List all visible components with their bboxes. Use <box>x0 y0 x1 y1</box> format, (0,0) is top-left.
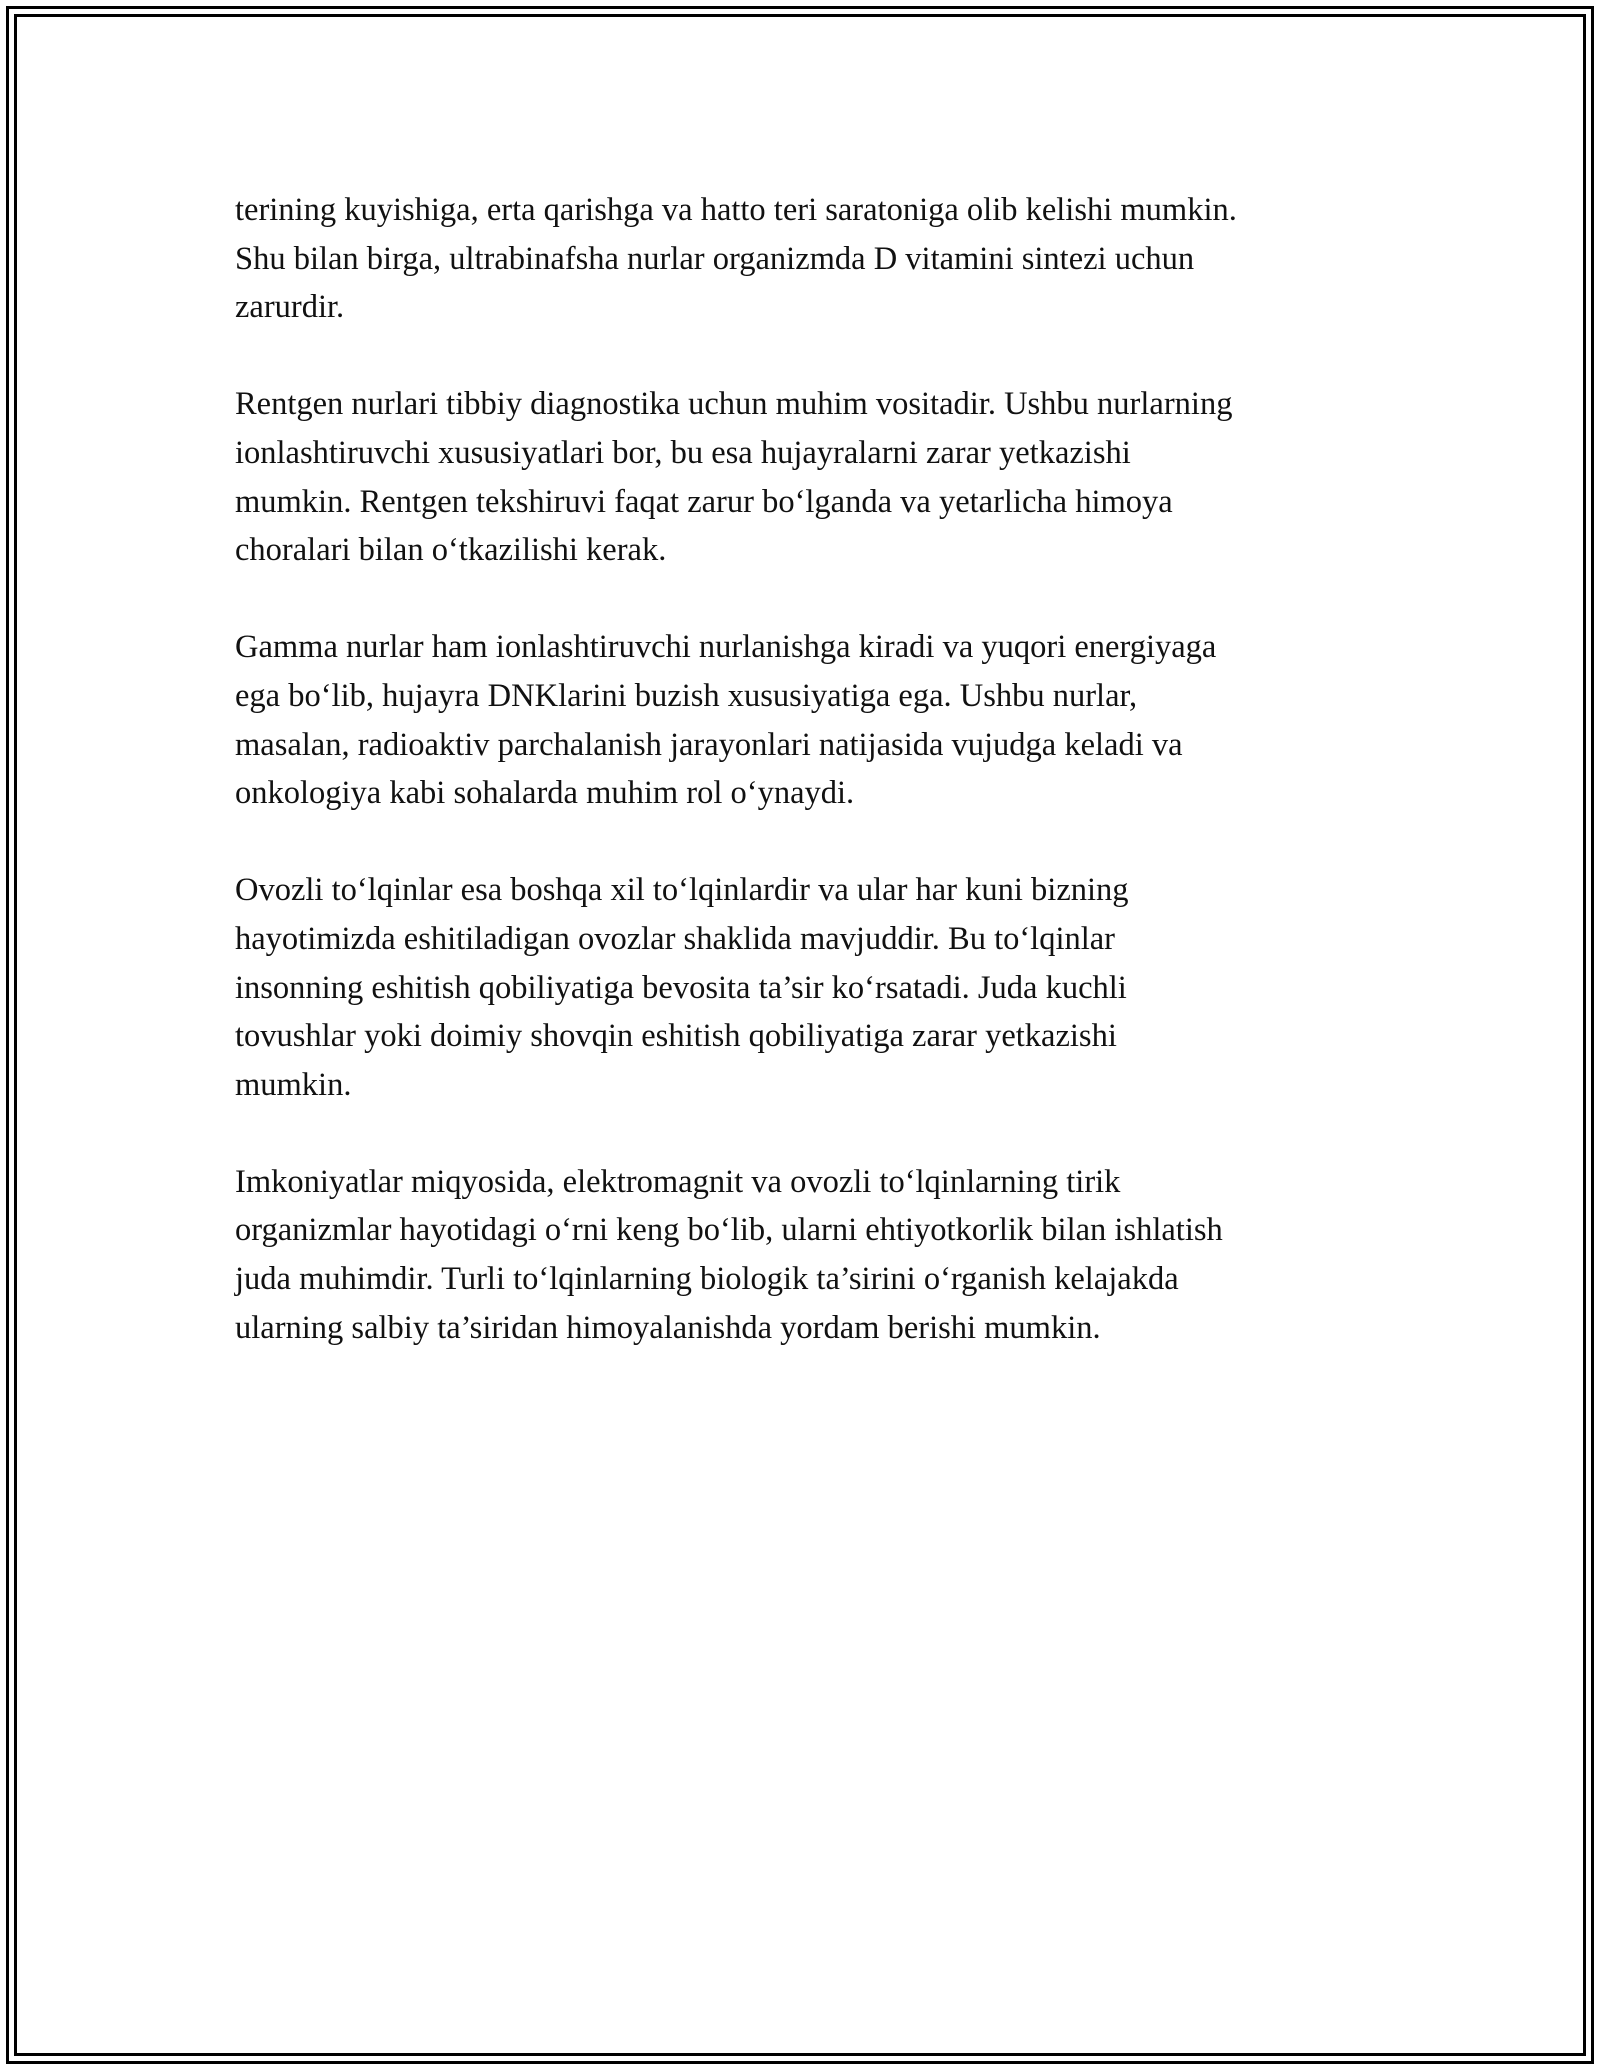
text-line: Gamma nurlar ham ionlashtiruvchi nurlanishga kiradi va yuqori energiyaga <box>235 629 1217 666</box>
text-line: tovushlar yoki doimiy shovqin eshitish qobiliyatiga zarar yetkazishi <box>235 1018 1117 1055</box>
text-line: Ovozli to‘lqinlar esa boshqa xil to‘lqinlardir va ular har kuni bizning <box>235 872 1129 909</box>
text-line: zarurdir. <box>235 289 345 326</box>
text-line: ega bo‘lib, hujayra DNKlarini buzish xususiyatiga ega. Ushbu nurlar, <box>235 677 1138 714</box>
paragraph-gamma <box>235 623 1380 817</box>
text-line: Imkoniyatlar miqyosida, elektromagnit va ovozli to‘lqinlarning tirik <box>235 1163 1121 1200</box>
text-line: Shu bilan birga, ultrabinafsha nurlar organizmda D vitamini sintezi uchun <box>235 240 1195 277</box>
text-line: onkologiya kabi sohalarda muhim rol o‘ynaydi. <box>235 775 855 812</box>
paragraph-sound-waves <box>235 866 1380 1109</box>
paragraph-uv-effects <box>235 186 1380 332</box>
text-line: terining kuyishiga, erta qarishga va hatto teri saratoniga olib kelishi mumkin. <box>235 192 1237 228</box>
text-line: hayotimizda eshitiladigan ovozlar shaklida mavjuddir. Bu to‘lqinlar <box>235 920 1116 957</box>
text-line: Rentgen nurlari tibbiy diagnostika uchun muhim vositadir. Ushbu nurlarning <box>235 386 1233 423</box>
text-line: mumkin. Rentgen tekshiruvi faqat zarur bo‘lganda va yetarlicha himoya <box>235 483 1173 520</box>
text-line: ularning salbiy ta’siridan himoyalanishda yordam berishi mumkin. <box>235 1309 1101 1346</box>
text-line: mumkin. <box>235 1066 352 1103</box>
paragraph-xray <box>235 380 1380 574</box>
text-line: ionlashtiruvchi xususiyatlari bor, bu esa hujayralarni zarar yetkazishi <box>235 434 1131 471</box>
text-line: insonning eshitish qobiliyatiga bevosita ta’sir ko‘rsatadi. Juda kuchli <box>235 969 1127 1006</box>
text-line: juda muhimdir. Turli to‘lqinlarning biologik ta’sirini o‘rganish kelajakda <box>235 1261 1179 1298</box>
text-line: masalan, radioaktiv parchalanish jarayonlari natijasida vujudga keladi va <box>235 726 1183 763</box>
text-line: organizmlar hayotidagi o‘rni keng bo‘lib, ularni ehtiyotkorlik bilan ishlatish <box>235 1212 1223 1249</box>
text-line: choralari bilan o‘tkazilishi kerak. <box>235 532 667 569</box>
paragraph-conclusion <box>235 1158 1380 1352</box>
document-body <box>235 186 1380 1401</box>
